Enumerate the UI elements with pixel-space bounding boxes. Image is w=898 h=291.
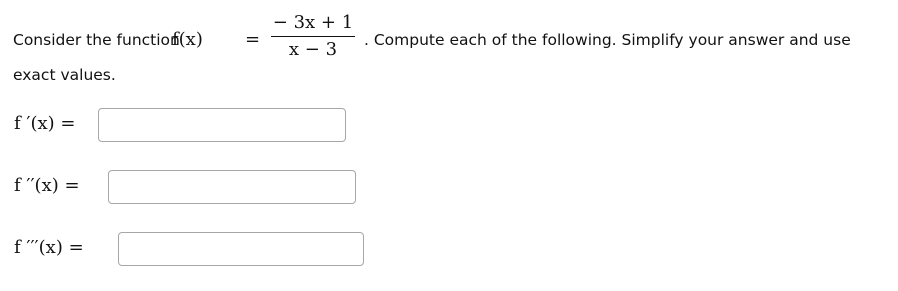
problem-intro: Consider the function	[13, 31, 180, 49]
problem-instructions-continued: exact values.	[13, 66, 116, 84]
fraction-numerator: − 3x + 1	[272, 12, 354, 33]
equals-sign: =	[245, 29, 261, 50]
function-name: f(x)	[172, 29, 203, 50]
second-derivative-label: f ′′(x) =	[14, 175, 80, 196]
problem-instructions: . Compute each of the following. Simplify your answer and use	[364, 31, 851, 49]
function-fraction	[268, 10, 358, 63]
first-derivative-label: f ′(x) =	[14, 113, 76, 134]
first-derivative-input[interactable]	[98, 108, 346, 142]
fraction-denominator: x − 3	[288, 39, 338, 60]
third-derivative-input[interactable]	[118, 232, 364, 266]
second-derivative-input[interactable]	[108, 170, 356, 204]
third-derivative-label: f ′′′(x) =	[14, 237, 84, 258]
